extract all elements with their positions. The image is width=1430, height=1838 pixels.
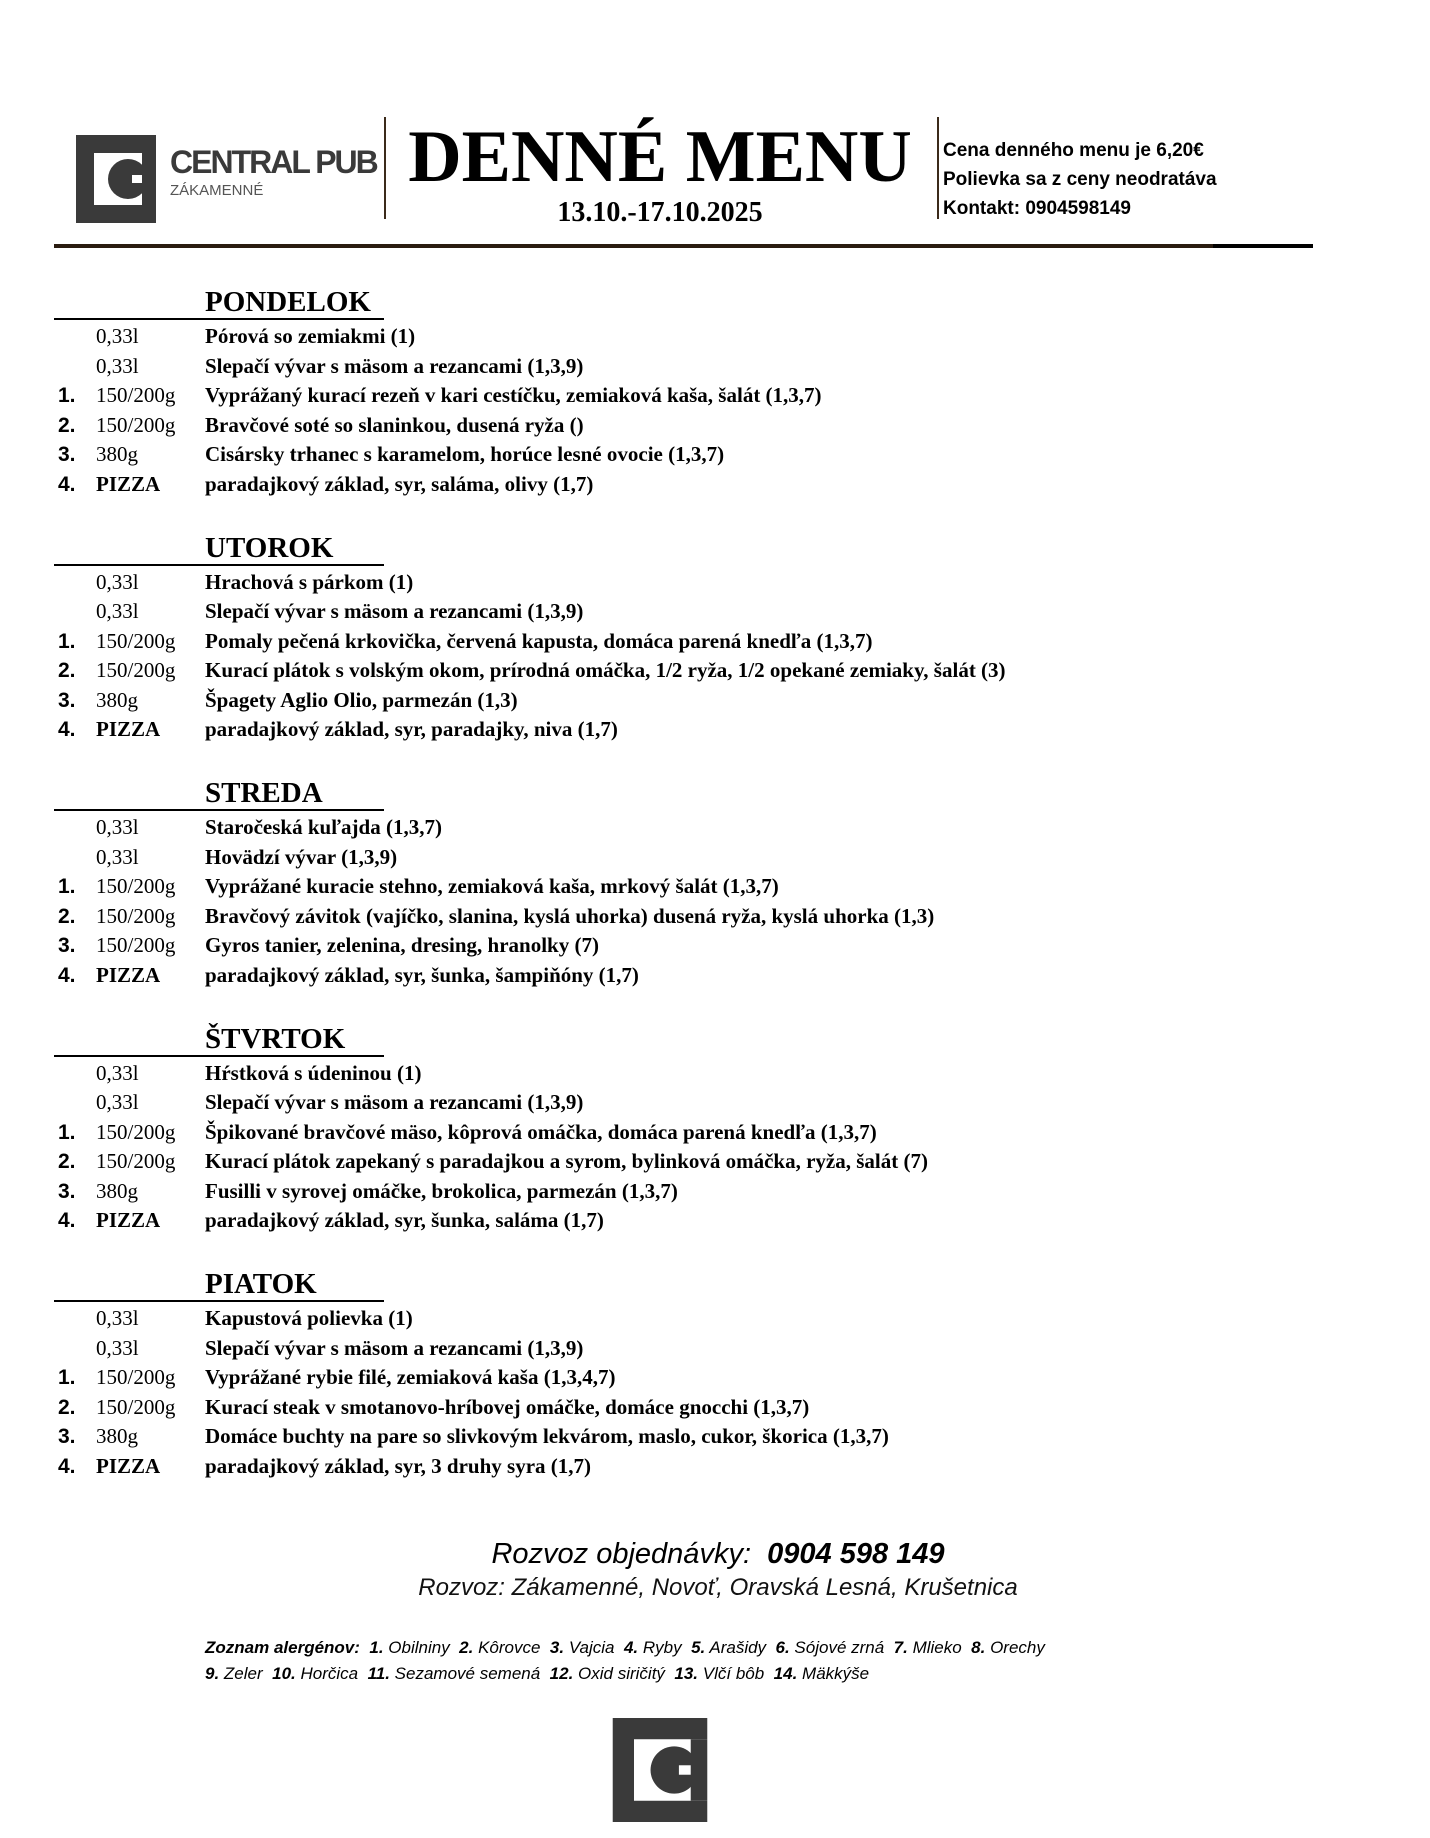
item-number: 4. [58,718,76,741]
item-description: Špagety Aglio Olio, parmezán (1,3) [205,687,518,712]
allergen-name: Mlieko [912,1638,962,1657]
item-quantity: 0,33l [96,1090,139,1114]
header-rule [54,244,1313,248]
item-number: 3. [58,443,76,466]
brand-name: CENTRAL PUB [170,144,377,180]
day-underline [54,1055,384,1057]
item-quantity: 0,33l [96,1060,139,1085]
page-title: DENNÉ MENU [408,116,912,198]
item-description: Vyprážané kuracie stehno, zemiaková kaša, mrkový šalát (1,3,7) [205,874,779,898]
allergen-number: 3. [549,1638,565,1657]
divider [384,117,386,219]
allergen-number: 4. [623,1638,639,1657]
item-description: Vyprážaný kurací rezeň v kari cestíčku, zemiaková kaša, šalát (1,3,7) [205,383,822,407]
item-description: paradajkový základ, syr, šunka, šampiňóny (1,7) [205,962,639,987]
item-number: 4. [58,963,76,987]
item-quantity: 0,33l [96,1306,139,1330]
item-number: 3. [58,688,76,712]
price-info: Cena denného menu je 6,20€ [943,140,1204,161]
item-quantity: 0,33l [96,569,139,594]
allergen-name: Kôrovce [478,1638,541,1657]
item-quantity: 0,33l [96,1335,139,1360]
day-underline [54,809,384,811]
item-description: Kapustová polievka (1) [205,1306,413,1330]
brand-subtitle: ZÁKAMENNÉ [170,182,264,199]
item-description: Bravčový závitok (vajíčko, slanina, kyslá uhorka) dusená ryža, kyslá uhorka (1,3) [205,903,935,928]
footer-logo [605,1718,715,1822]
item-quantity: 380g [96,442,138,466]
item-quantity: 150/200g [96,1149,176,1173]
item-description: Hrachová s párkom (1) [205,569,414,594]
allergen-name: Vajcia [568,1638,615,1657]
item-description: Pórová so zemiakmi (1) [205,324,416,348]
item-quantity: 150/200g [96,658,176,682]
day-title: UTOROK [205,531,334,564]
allergen-name: Obilniny [388,1638,450,1657]
item-description: Gyros tanier, zelenina, dresing, hranolky (7) [205,933,599,957]
allergen-number: 7. [893,1638,908,1657]
allergen-name: Mäkkýše [802,1664,870,1683]
menu-days [0,284,1430,1512]
item-quantity: 150/200g [96,1394,176,1419]
item-number: 4. [58,1454,76,1478]
day-section [0,530,1430,776]
allergen-name: Vlčí bôb [702,1664,765,1683]
allergens-label: Zoznam alergénov: [205,1638,360,1657]
item-quantity: 0,33l [96,815,139,839]
allergen-name: Sójové zrná [794,1638,885,1657]
item-number: 1. [58,629,76,653]
item-description: Špikované bravčové mäso, kôprová omáčka, domáca parená knedľa (1,3,7) [205,1119,877,1144]
soup-info: Polievka sa z ceny neodratáva [943,169,1217,190]
central-pub-logo [76,135,156,223]
day-section [0,775,1430,1021]
item-number: 1. [58,875,76,898]
item-description: Cisársky trhanec s karamelom, horúce lesné ovocie (1,3,7) [205,442,725,466]
item-description: Slepačí vývar s mäsom a rezancami (1,3,9) [205,1090,584,1114]
item-quantity: 150/200g [96,383,176,407]
item-number: 3. [58,934,76,957]
item-description: Slepačí vývar s mäsom a rezancami (1,3,9) [205,599,584,623]
allergen-number: 6. [775,1638,790,1657]
item-description: Bravčové soté so slaninkou, dusená ryža () [205,412,584,437]
allergen-list [205,1635,1050,1687]
delivery-phone: 0904 598 149 [767,1538,945,1570]
item-quantity: PIZZA [96,717,161,741]
item-description: Staročeská kuľajda (1,3,7) [205,815,442,839]
allergen-name: Sezamové semená [394,1664,541,1683]
item-quantity: 150/200g [96,1365,176,1389]
item-number: 1. [58,384,76,407]
item-quantity: 380g [96,1424,138,1448]
item-number: 2. [58,659,76,682]
item-description: paradajkový základ, syr, šunka, saláma (1,7) [205,1208,604,1232]
item-description: Kurací steak v smotanovo-hríbovej omáčke, domáce gnocchi (1,3,7) [205,1394,810,1419]
brand [170,142,377,200]
item-number: 2. [58,1150,76,1173]
delivery-order [0,1537,1430,1571]
day-title: ŠTVRTOK [205,1022,346,1055]
contact-info: Kontakt: 0904598149 [943,198,1131,219]
allergen-name: Ryby [642,1638,682,1657]
allergen-name: Oxid siričitý [578,1664,665,1683]
item-quantity: 0,33l [96,599,139,623]
item-description: Kurací plátok zapekaný s paradajkou a syrom, bylinková omáčka, ryža, šalát (7) [205,1149,928,1173]
item-quantity: 150/200g [96,874,176,898]
date-range: 13.10.-17.10.2025 [557,197,763,228]
item-description: paradajkový základ, syr, saláma, olivy (1,7) [205,471,594,496]
allergen-number: 14. [773,1664,798,1683]
item-description: Vyprážané rybie filé, zemiaková kaša (1,3,4,7) [205,1365,616,1389]
item-number: 1. [58,1366,76,1389]
item-description: Kurací plátok s volským okom, prírodná omáčka, 1/2 ryža, 1/2 opekané zemiaky, šalát (3) [205,658,1006,682]
item-number: 2. [58,1395,76,1419]
item-quantity: 380g [96,687,138,712]
item-description: Domáce buchty na pare so slivkovým lekvárom, maslo, cukor, škorica (1,3,7) [205,1424,889,1448]
day-section [0,1266,1430,1512]
day-section [0,1021,1430,1267]
day-title: PONDELOK [205,286,371,318]
delivery-label: Rozvoz objednávky: [491,1538,751,1570]
item-quantity: PIZZA [96,1208,161,1232]
item-number: 3. [58,1179,76,1203]
item-description: Slepačí vývar s mäsom a rezancami (1,3,9) [205,1335,584,1360]
item-quantity: 150/200g [96,933,176,957]
allergen-number: 5. [691,1638,706,1657]
allergen-number: 12. [549,1664,574,1683]
item-quantity: 150/200g [96,903,176,928]
item-quantity: 0,33l [96,324,139,348]
item-quantity: 150/200g [96,1119,176,1144]
item-number: 4. [58,472,76,496]
item-description: Hovädzí vývar (1,3,9) [205,844,398,869]
allergen-number: 1. [369,1638,384,1657]
item-description: paradajkový základ, syr, paradajky, niva (1,7) [205,717,618,741]
allergen-number: 8. [971,1638,986,1657]
allergen-number: 10. [272,1664,296,1683]
allergen-number: 9. [205,1664,220,1683]
item-quantity: 0,33l [96,353,139,378]
item-quantity: PIZZA [96,962,161,987]
allergen-name: Horčica [300,1664,359,1683]
item-description: Slepačí vývar s mäsom a rezancami (1,3,9) [205,353,584,378]
day-title: STREDA [205,777,323,809]
item-number: 2. [58,413,76,437]
item-quantity: 0,33l [96,844,139,869]
item-description: Pomaly pečená krkovička, červená kapusta, domáca parená knedľa (1,3,7) [205,628,873,653]
item-quantity: 150/200g [96,412,176,437]
day-section [0,284,1430,530]
delivery-areas: Rozvoz: Zákamenné, Novoť, Oravská Lesná, Krušetnica [418,1574,1018,1601]
menu-info [943,136,1217,223]
item-quantity: 150/200g [96,628,176,653]
day-underline [54,318,384,320]
item-description: paradajkový základ, syr, 3 druhy syra (1,7) [205,1453,592,1478]
item-number: 4. [58,1209,76,1232]
allergen-name: Zeler [223,1664,263,1683]
item-quantity: 380g [96,1178,138,1203]
day-title: PIATOK [205,1268,317,1300]
allergen-name: Orechy [990,1638,1045,1657]
item-description: Fusilli v syrovej omáčke, brokolica, parmezán (1,3,7) [205,1178,678,1203]
allergen-number: 13. [674,1664,699,1683]
item-description: Hŕstková s údeninou (1) [205,1060,422,1085]
item-number: 1. [58,1120,76,1144]
allergen-number: 2. [459,1638,474,1657]
item-number: 2. [58,904,76,928]
item-quantity: PIZZA [96,1453,161,1478]
day-underline [54,564,384,566]
divider [937,117,939,219]
day-underline [54,1300,384,1302]
item-number: 3. [58,1425,76,1448]
allergen-name: Arašidy [709,1638,767,1657]
item-quantity: PIZZA [96,471,161,496]
allergen-number: 11. [367,1664,390,1683]
